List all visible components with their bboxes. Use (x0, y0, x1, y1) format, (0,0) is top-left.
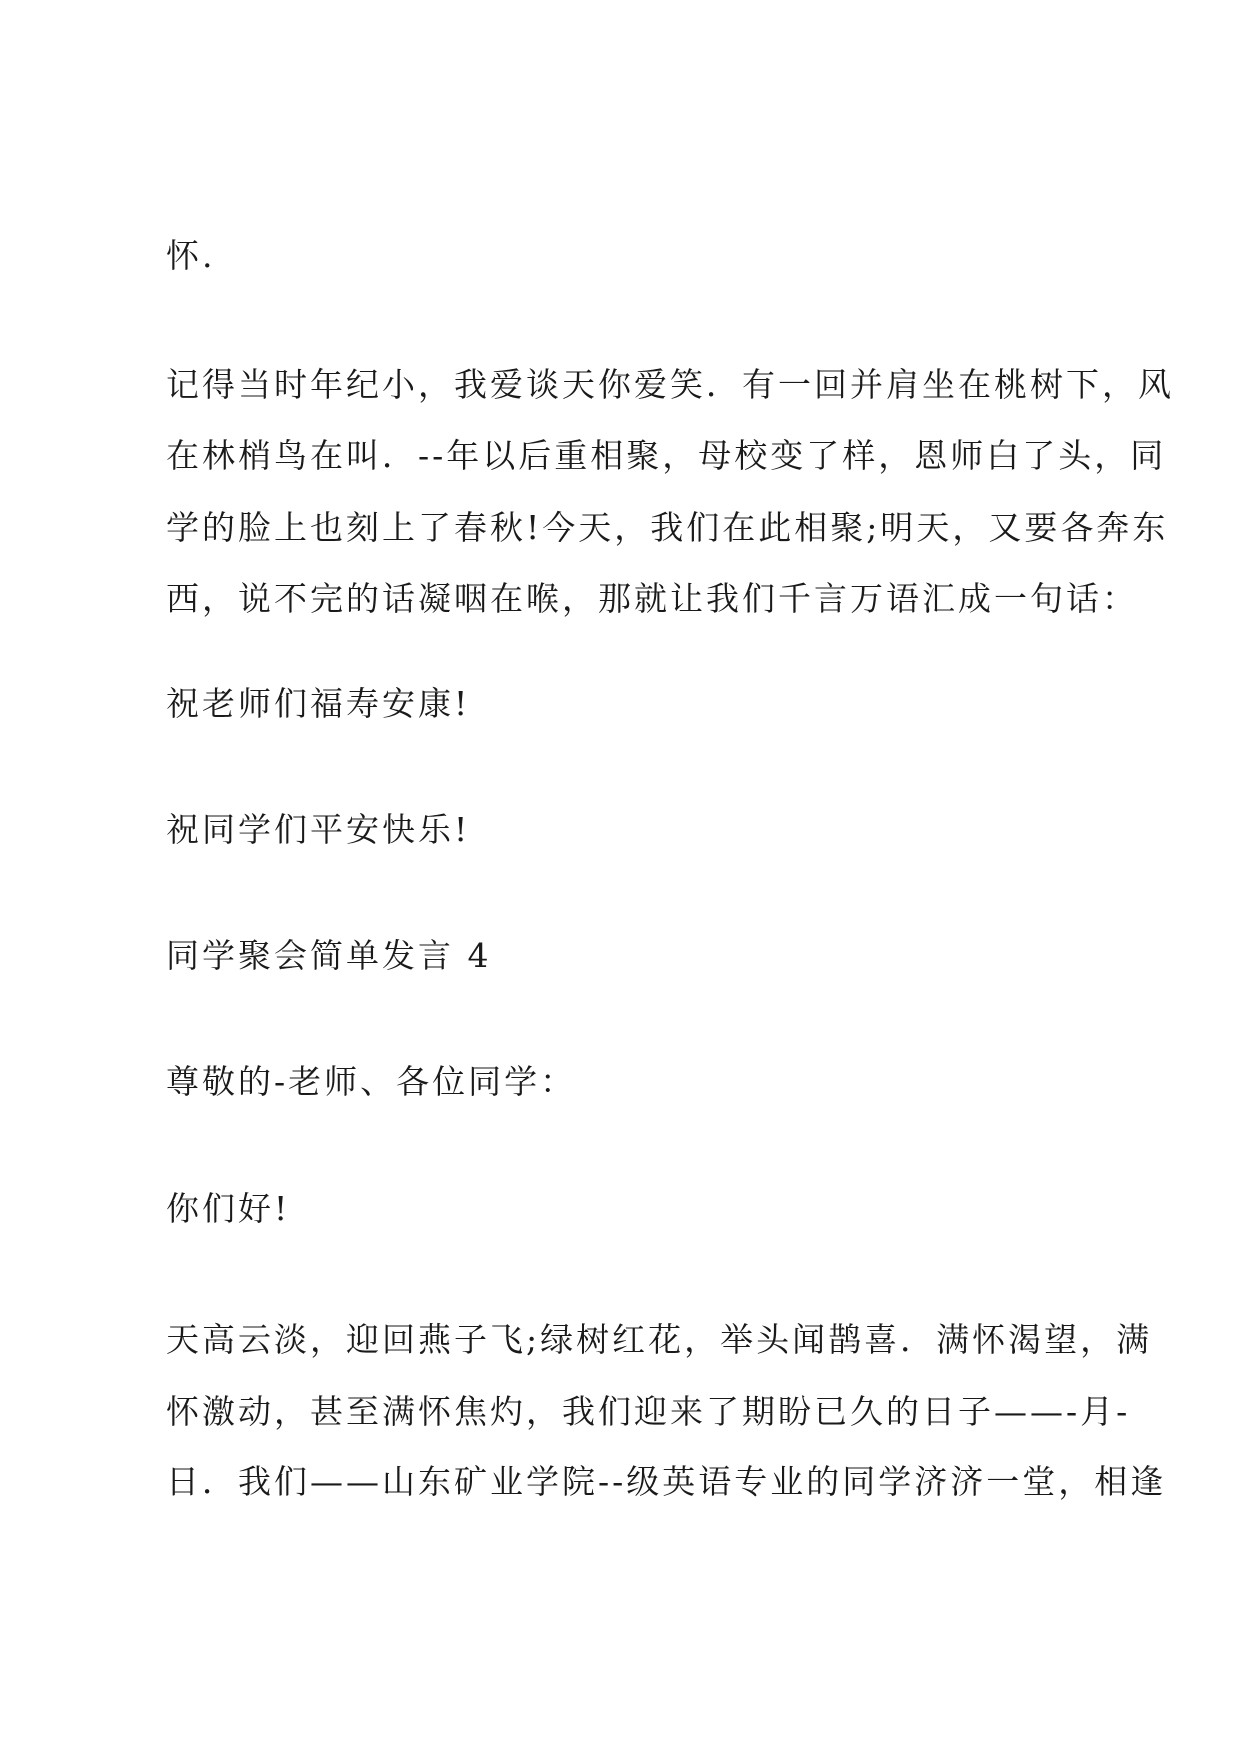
paragraph-line: 祝老师们福寿安康! (166, 684, 471, 723)
paragraph-line: 记得当时年纪小，我爱谈天你爱笑．有一回并肩坐在桃树下，风 (166, 365, 1174, 404)
paragraph-line: 祝同学们平安快乐! (166, 810, 471, 849)
paragraph-line: 日．我们——山东矿业学院--级英语专业的同学济济一堂，相逢 (166, 1462, 1167, 1501)
paragraph-line: 怀. (166, 236, 216, 275)
greeting-line: 你们好! (166, 1189, 291, 1228)
paragraph-line: 天高云淡，迎回燕子飞;绿树红花，举头闻鹊喜．满怀渴望，满 (166, 1320, 1153, 1359)
paragraph-line: 在林梢鸟在叫．--年以后重相聚，母校变了样，恩师白了头，同 (166, 436, 1167, 475)
paragraph-line: 学的脸上也刻上了春秋!今天，我们在此相聚;明天，又要各奔东 (166, 508, 1169, 547)
salutation-line: 尊敬的-老师、各位同学： (166, 1062, 577, 1101)
paragraph-line: 西，说不完的话凝咽在喉，那就让我们千言万语汇成一句话： (166, 579, 1138, 618)
paragraph-line: 怀激动，甚至满怀焦灼，我们迎来了期盼已久的日子——-月- (166, 1392, 1131, 1431)
section-heading: 同学聚会简单发言 4 (166, 936, 492, 975)
